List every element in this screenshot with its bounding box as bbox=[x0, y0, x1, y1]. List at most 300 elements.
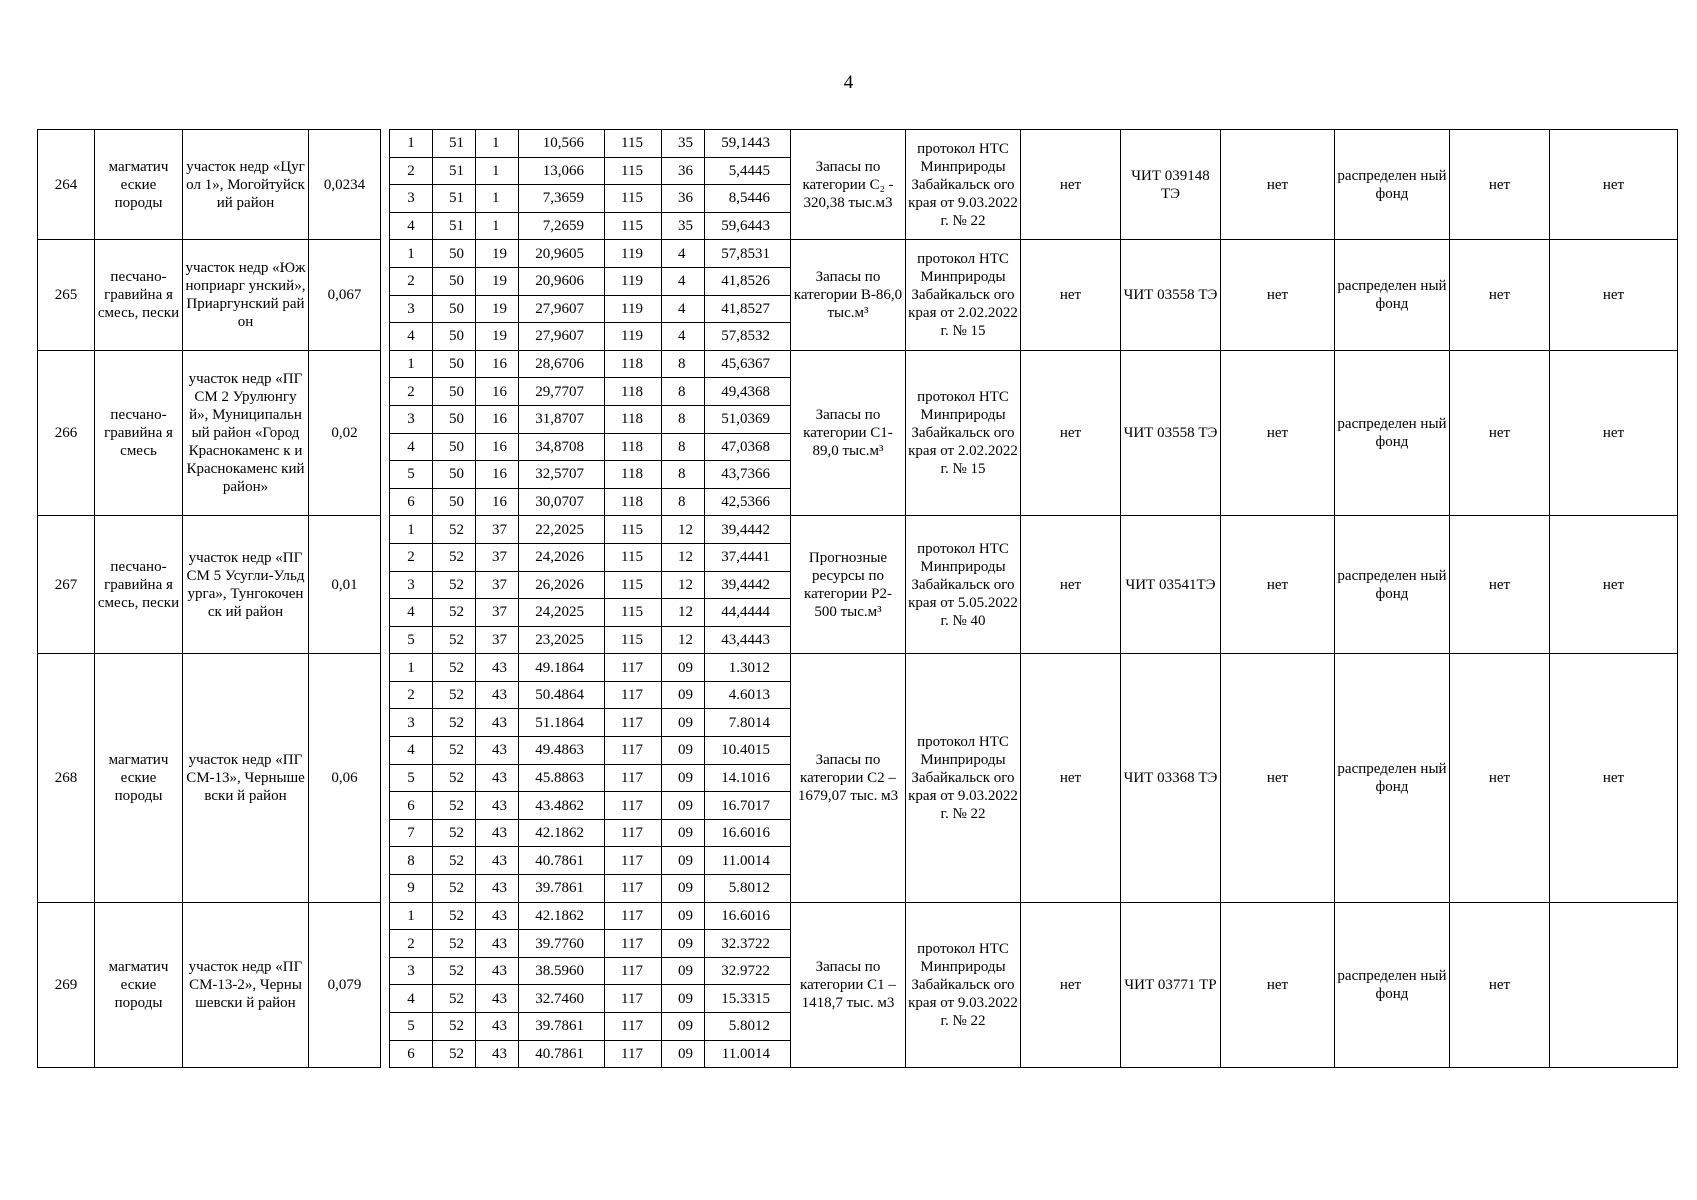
area-value: 0,01 bbox=[309, 516, 381, 654]
point-number: 5 bbox=[390, 626, 433, 654]
lon-min: 36 bbox=[662, 157, 705, 185]
lon-min: 09 bbox=[662, 709, 705, 737]
point-number: 4 bbox=[390, 212, 433, 240]
lon-deg: 117 bbox=[605, 847, 662, 875]
lat-sec: 43.4862 bbox=[519, 792, 605, 820]
lon-sec: 16.6016 bbox=[705, 819, 791, 847]
lat-min: 37 bbox=[476, 543, 519, 571]
lon-deg: 117 bbox=[605, 875, 662, 903]
lat-deg: 50 bbox=[433, 378, 476, 406]
lon-sec: 8,5446 bbox=[705, 185, 791, 213]
record-number: 267 bbox=[38, 516, 95, 654]
lat-deg: 52 bbox=[433, 709, 476, 737]
col-b-cell: нет bbox=[1221, 350, 1335, 516]
lat-deg: 51 bbox=[433, 185, 476, 213]
lon-min: 4 bbox=[662, 267, 705, 295]
protocol-cell: протокол НТС Минприроды Забайкальск ого края от 9.03.2022 г. № 22 bbox=[906, 130, 1021, 240]
lon-deg: 115 bbox=[605, 626, 662, 654]
site-name: участок недр «Южноприарг унский», Приаргунский район bbox=[183, 240, 309, 350]
lon-min: 09 bbox=[662, 902, 705, 930]
point-number: 3 bbox=[390, 405, 433, 433]
lon-min: 8 bbox=[662, 405, 705, 433]
lon-deg: 117 bbox=[605, 764, 662, 792]
lat-sec: 32.7460 bbox=[519, 985, 605, 1013]
lat-deg: 52 bbox=[433, 875, 476, 903]
gap-cell bbox=[381, 350, 390, 516]
lon-min: 12 bbox=[662, 516, 705, 544]
point-number: 5 bbox=[390, 461, 433, 489]
lon-deg: 119 bbox=[605, 267, 662, 295]
lat-min: 19 bbox=[476, 323, 519, 351]
lat-deg: 50 bbox=[433, 323, 476, 351]
lat-deg: 52 bbox=[433, 1013, 476, 1041]
license-cell: ЧИТ 03558 ТЭ bbox=[1121, 240, 1221, 350]
area-value: 0,079 bbox=[309, 902, 381, 1068]
lon-deg: 118 bbox=[605, 405, 662, 433]
lat-min: 43 bbox=[476, 902, 519, 930]
point-number: 6 bbox=[390, 792, 433, 820]
lat-sec: 7,2659 bbox=[519, 212, 605, 240]
lat-deg: 52 bbox=[433, 516, 476, 544]
point-number: 2 bbox=[390, 930, 433, 958]
mineral-type: магматич еские породы bbox=[95, 902, 183, 1068]
lat-sec: 23,2025 bbox=[519, 626, 605, 654]
lat-min: 1 bbox=[476, 157, 519, 185]
lon-deg: 115 bbox=[605, 130, 662, 158]
registry-body bbox=[38, 130, 1678, 1068]
lat-sec: 40.7861 bbox=[519, 847, 605, 875]
lon-sec: 39,4442 bbox=[705, 571, 791, 599]
lon-sec: 32.3722 bbox=[705, 930, 791, 958]
lon-sec: 10.4015 bbox=[705, 737, 791, 765]
gap-cell bbox=[381, 654, 390, 902]
point-number: 2 bbox=[390, 378, 433, 406]
lat-sec: 39.7861 bbox=[519, 875, 605, 903]
lat-deg: 52 bbox=[433, 1040, 476, 1068]
record-number: 265 bbox=[38, 240, 95, 350]
lat-sec: 42.1862 bbox=[519, 819, 605, 847]
lon-deg: 117 bbox=[605, 654, 662, 682]
record-number: 269 bbox=[38, 902, 95, 1068]
mineral-type: песчано-гравийна я смесь bbox=[95, 350, 183, 516]
lon-min: 4 bbox=[662, 295, 705, 323]
lon-min: 09 bbox=[662, 737, 705, 765]
lat-sec: 51.1864 bbox=[519, 709, 605, 737]
lat-deg: 51 bbox=[433, 157, 476, 185]
lon-deg: 118 bbox=[605, 488, 662, 516]
lon-sec: 5.8012 bbox=[705, 875, 791, 903]
protocol-cell: протокол НТС Минприроды Забайкальск ого края от 2.02.2022 г. № 15 bbox=[906, 240, 1021, 350]
point-number: 1 bbox=[390, 654, 433, 682]
lon-sec: 5,4445 bbox=[705, 157, 791, 185]
lat-min: 43 bbox=[476, 1040, 519, 1068]
lon-sec: 15.3315 bbox=[705, 985, 791, 1013]
lat-sec: 29,7707 bbox=[519, 378, 605, 406]
gap-cell bbox=[381, 240, 390, 350]
lat-deg: 52 bbox=[433, 902, 476, 930]
lon-min: 12 bbox=[662, 599, 705, 627]
col-a-cell: нет bbox=[1021, 902, 1121, 1068]
lon-sec: 4.6013 bbox=[705, 681, 791, 709]
col-a-cell: нет bbox=[1021, 130, 1121, 240]
point-number: 1 bbox=[390, 902, 433, 930]
point-number: 2 bbox=[390, 681, 433, 709]
lon-min: 8 bbox=[662, 350, 705, 378]
lat-min: 43 bbox=[476, 654, 519, 682]
lon-sec: 14.1016 bbox=[705, 764, 791, 792]
col-b-cell: нет bbox=[1221, 654, 1335, 902]
lon-min: 09 bbox=[662, 681, 705, 709]
lat-deg: 52 bbox=[433, 543, 476, 571]
point-number: 1 bbox=[390, 350, 433, 378]
lon-sec: 57,8531 bbox=[705, 240, 791, 268]
lat-min: 37 bbox=[476, 626, 519, 654]
lat-min: 43 bbox=[476, 957, 519, 985]
lat-sec: 45.8863 bbox=[519, 764, 605, 792]
protocol-cell: протокол НТС Минприроды Забайкальск ого края от 2.02.2022 г. № 15 bbox=[906, 350, 1021, 516]
lat-min: 16 bbox=[476, 433, 519, 461]
point-number: 2 bbox=[390, 543, 433, 571]
col-d-cell: нет bbox=[1550, 654, 1678, 902]
lat-min: 16 bbox=[476, 350, 519, 378]
lat-sec: 32,5707 bbox=[519, 461, 605, 489]
lat-sec: 39.7861 bbox=[519, 1013, 605, 1041]
lon-deg: 115 bbox=[605, 571, 662, 599]
lat-sec: 34,8708 bbox=[519, 433, 605, 461]
license-cell: ЧИТ 03771 ТР bbox=[1121, 902, 1221, 1068]
point-number: 4 bbox=[390, 599, 433, 627]
lat-deg: 50 bbox=[433, 267, 476, 295]
col-b-cell: нет bbox=[1221, 240, 1335, 350]
gap-cell bbox=[381, 516, 390, 654]
lat-sec: 20,9606 bbox=[519, 267, 605, 295]
lat-min: 16 bbox=[476, 378, 519, 406]
table-row bbox=[38, 902, 1678, 930]
lon-deg: 117 bbox=[605, 1013, 662, 1041]
lat-min: 43 bbox=[476, 847, 519, 875]
lon-deg: 118 bbox=[605, 433, 662, 461]
lon-deg: 115 bbox=[605, 212, 662, 240]
lon-sec: 37,4441 bbox=[705, 543, 791, 571]
lat-min: 19 bbox=[476, 267, 519, 295]
lon-min: 35 bbox=[662, 130, 705, 158]
col-c-cell: нет bbox=[1450, 654, 1550, 902]
lon-deg: 118 bbox=[605, 461, 662, 489]
lat-sec: 22,2025 bbox=[519, 516, 605, 544]
table-row bbox=[38, 130, 1678, 158]
lon-min: 8 bbox=[662, 378, 705, 406]
table-row bbox=[38, 350, 1678, 378]
col-d-cell bbox=[1550, 902, 1678, 1068]
area-value: 0,06 bbox=[309, 654, 381, 902]
lon-deg: 117 bbox=[605, 1040, 662, 1068]
col-a-cell: нет bbox=[1021, 350, 1121, 516]
col-d-cell: нет bbox=[1550, 240, 1678, 350]
lon-sec: 41,8526 bbox=[705, 267, 791, 295]
reserves-cell: Запасы по категории С₂ - 320,38 тыс.м3 bbox=[791, 130, 906, 240]
mineral-type: песчано-гравийна я смесь, пески bbox=[95, 516, 183, 654]
lon-sec: 41,8527 bbox=[705, 295, 791, 323]
lon-deg: 117 bbox=[605, 819, 662, 847]
lat-sec: 24,2026 bbox=[519, 543, 605, 571]
reserves-cell: Запасы по категории В-86,0 тыс.м³ bbox=[791, 240, 906, 350]
lat-min: 43 bbox=[476, 681, 519, 709]
lon-min: 09 bbox=[662, 792, 705, 820]
lat-sec: 28,6706 bbox=[519, 350, 605, 378]
site-name: участок недр «ПГСМ 5 Усугли-Ульдурга», Тунгокоченск ий район bbox=[183, 516, 309, 654]
lon-min: 12 bbox=[662, 626, 705, 654]
lat-sec: 10,566 bbox=[519, 130, 605, 158]
lat-sec: 50.4864 bbox=[519, 681, 605, 709]
lon-min: 09 bbox=[662, 930, 705, 958]
col-c-cell: нет bbox=[1450, 902, 1550, 1068]
lat-deg: 50 bbox=[433, 433, 476, 461]
area-value: 0,02 bbox=[309, 350, 381, 516]
protocol-cell: протокол НТС Минприроды Забайкальск ого края от 5.05.2022 г. № 40 bbox=[906, 516, 1021, 654]
lat-deg: 52 bbox=[433, 930, 476, 958]
lat-min: 43 bbox=[476, 764, 519, 792]
site-name: участок недр «Цугол 1», Могойтуйский район bbox=[183, 130, 309, 240]
col-d-cell: нет bbox=[1550, 350, 1678, 516]
lon-min: 09 bbox=[662, 654, 705, 682]
reserves-cell: Прогнозные ресурсы по категории Р2-500 тыс.м³ bbox=[791, 516, 906, 654]
lon-min: 35 bbox=[662, 212, 705, 240]
lat-deg: 52 bbox=[433, 681, 476, 709]
lon-min: 8 bbox=[662, 433, 705, 461]
lat-min: 37 bbox=[476, 571, 519, 599]
lon-deg: 117 bbox=[605, 902, 662, 930]
lon-deg: 115 bbox=[605, 185, 662, 213]
lon-sec: 32.9722 bbox=[705, 957, 791, 985]
point-number: 4 bbox=[390, 323, 433, 351]
lon-min: 12 bbox=[662, 543, 705, 571]
point-number: 8 bbox=[390, 847, 433, 875]
col-a-cell: нет bbox=[1021, 516, 1121, 654]
lat-sec: 42.1862 bbox=[519, 902, 605, 930]
license-cell: ЧИТ 039148 ТЭ bbox=[1121, 130, 1221, 240]
lon-min: 12 bbox=[662, 571, 705, 599]
lon-sec: 43,7366 bbox=[705, 461, 791, 489]
lon-deg: 117 bbox=[605, 957, 662, 985]
point-number: 9 bbox=[390, 875, 433, 903]
lat-deg: 51 bbox=[433, 130, 476, 158]
point-number: 3 bbox=[390, 185, 433, 213]
lat-sec: 27,9607 bbox=[519, 323, 605, 351]
lat-min: 16 bbox=[476, 405, 519, 433]
area-value: 0,0234 bbox=[309, 130, 381, 240]
lat-deg: 52 bbox=[433, 985, 476, 1013]
lat-min: 1 bbox=[476, 130, 519, 158]
point-number: 4 bbox=[390, 737, 433, 765]
point-number: 3 bbox=[390, 295, 433, 323]
lon-sec: 11.0014 bbox=[705, 847, 791, 875]
lon-min: 4 bbox=[662, 240, 705, 268]
col-a-cell: нет bbox=[1021, 654, 1121, 902]
lat-deg: 52 bbox=[433, 626, 476, 654]
lat-min: 43 bbox=[476, 737, 519, 765]
lat-deg: 50 bbox=[433, 461, 476, 489]
point-number: 3 bbox=[390, 709, 433, 737]
fund-cell: распределен ный фонд bbox=[1335, 130, 1450, 240]
col-c-cell: нет bbox=[1450, 350, 1550, 516]
lon-deg: 117 bbox=[605, 681, 662, 709]
col-b-cell: нет bbox=[1221, 130, 1335, 240]
lon-sec: 1.3012 bbox=[705, 654, 791, 682]
point-number: 1 bbox=[390, 240, 433, 268]
point-number: 2 bbox=[390, 157, 433, 185]
gap-cell bbox=[381, 902, 390, 1068]
lon-deg: 117 bbox=[605, 792, 662, 820]
point-number: 4 bbox=[390, 985, 433, 1013]
lat-min: 37 bbox=[476, 516, 519, 544]
site-name: участок недр «ПГСМ 2 Урулюнгуй», Муниципальн ый район «Город Краснокаменс к и Краснокаменс кий район» bbox=[183, 350, 309, 516]
lat-deg: 52 bbox=[433, 792, 476, 820]
lon-min: 09 bbox=[662, 1013, 705, 1041]
lon-deg: 115 bbox=[605, 599, 662, 627]
fund-cell: распределен ный фонд bbox=[1335, 240, 1450, 350]
lon-deg: 119 bbox=[605, 295, 662, 323]
col-b-cell: нет bbox=[1221, 516, 1335, 654]
record-number: 266 bbox=[38, 350, 95, 516]
lon-sec: 47,0368 bbox=[705, 433, 791, 461]
lon-sec: 59,6443 bbox=[705, 212, 791, 240]
lon-min: 36 bbox=[662, 185, 705, 213]
mineral-type: песчано-гравийна я смесь, пески bbox=[95, 240, 183, 350]
lon-sec: 42,5366 bbox=[705, 488, 791, 516]
lat-deg: 52 bbox=[433, 764, 476, 792]
point-number: 5 bbox=[390, 1013, 433, 1041]
lat-min: 43 bbox=[476, 819, 519, 847]
lon-sec: 5.8012 bbox=[705, 1013, 791, 1041]
lat-sec: 27,9607 bbox=[519, 295, 605, 323]
site-name: участок недр «ПГСМ-13-2», Чернышевски й район bbox=[183, 902, 309, 1068]
reserves-cell: Запасы по категории С1 – 1418,7 тыс. м3 bbox=[791, 902, 906, 1068]
lat-sec: 31,8707 bbox=[519, 405, 605, 433]
lon-sec: 57,8532 bbox=[705, 323, 791, 351]
lat-sec: 26,2026 bbox=[519, 571, 605, 599]
lat-deg: 50 bbox=[433, 295, 476, 323]
col-c-cell: нет bbox=[1450, 240, 1550, 350]
lon-min: 09 bbox=[662, 1040, 705, 1068]
lon-deg: 115 bbox=[605, 543, 662, 571]
point-number: 3 bbox=[390, 957, 433, 985]
lon-min: 09 bbox=[662, 847, 705, 875]
lat-deg: 52 bbox=[433, 737, 476, 765]
lat-min: 19 bbox=[476, 295, 519, 323]
lon-deg: 117 bbox=[605, 985, 662, 1013]
lat-min: 37 bbox=[476, 599, 519, 627]
lat-sec: 49.4863 bbox=[519, 737, 605, 765]
lon-deg: 115 bbox=[605, 157, 662, 185]
lat-deg: 52 bbox=[433, 599, 476, 627]
lon-deg: 117 bbox=[605, 737, 662, 765]
license-cell: ЧИТ 03541ТЭ bbox=[1121, 516, 1221, 654]
lon-sec: 11.0014 bbox=[705, 1040, 791, 1068]
col-c-cell: нет bbox=[1450, 516, 1550, 654]
lat-min: 43 bbox=[476, 930, 519, 958]
col-d-cell: нет bbox=[1550, 516, 1678, 654]
lat-min: 43 bbox=[476, 985, 519, 1013]
col-a-cell: нет bbox=[1021, 240, 1121, 350]
lat-deg: 50 bbox=[433, 350, 476, 378]
col-b-cell: нет bbox=[1221, 902, 1335, 1068]
lat-min: 16 bbox=[476, 461, 519, 489]
lon-min: 4 bbox=[662, 323, 705, 351]
lat-deg: 52 bbox=[433, 654, 476, 682]
fund-cell: распределен ный фонд bbox=[1335, 516, 1450, 654]
lon-min: 09 bbox=[662, 985, 705, 1013]
lon-sec: 16.6016 bbox=[705, 902, 791, 930]
point-number: 1 bbox=[390, 130, 433, 158]
lon-deg: 117 bbox=[605, 709, 662, 737]
lon-sec: 16.7017 bbox=[705, 792, 791, 820]
lat-min: 16 bbox=[476, 488, 519, 516]
lat-sec: 38.5960 bbox=[519, 957, 605, 985]
lon-min: 09 bbox=[662, 957, 705, 985]
fund-cell: распределен ный фонд bbox=[1335, 350, 1450, 516]
lon-sec: 44,4444 bbox=[705, 599, 791, 627]
site-name: участок недр «ПГСМ-13», Чернышевски й район bbox=[183, 654, 309, 902]
subsoil-registry-table bbox=[37, 129, 1678, 1068]
point-number: 3 bbox=[390, 571, 433, 599]
lat-sec: 30,0707 bbox=[519, 488, 605, 516]
point-number: 6 bbox=[390, 488, 433, 516]
lon-sec: 49,4368 bbox=[705, 378, 791, 406]
lat-min: 43 bbox=[476, 1013, 519, 1041]
lat-sec: 7,3659 bbox=[519, 185, 605, 213]
lat-min: 43 bbox=[476, 792, 519, 820]
lat-deg: 52 bbox=[433, 957, 476, 985]
lat-deg: 52 bbox=[433, 819, 476, 847]
record-number: 268 bbox=[38, 654, 95, 902]
lon-min: 09 bbox=[662, 764, 705, 792]
lat-deg: 50 bbox=[433, 240, 476, 268]
lon-sec: 43,4443 bbox=[705, 626, 791, 654]
point-number: 4 bbox=[390, 433, 433, 461]
lon-sec: 45,6367 bbox=[705, 350, 791, 378]
fund-cell: распределен ный фонд bbox=[1335, 654, 1450, 902]
lon-min: 09 bbox=[662, 875, 705, 903]
col-d-cell: нет bbox=[1550, 130, 1678, 240]
lat-sec: 49.1864 bbox=[519, 654, 605, 682]
point-number: 5 bbox=[390, 764, 433, 792]
lat-deg: 52 bbox=[433, 571, 476, 599]
lat-min: 19 bbox=[476, 240, 519, 268]
lon-deg: 119 bbox=[605, 323, 662, 351]
point-number: 1 bbox=[390, 516, 433, 544]
lon-deg: 118 bbox=[605, 378, 662, 406]
lat-deg: 52 bbox=[433, 847, 476, 875]
lat-min: 1 bbox=[476, 185, 519, 213]
lon-min: 09 bbox=[662, 819, 705, 847]
lon-sec: 51,0369 bbox=[705, 405, 791, 433]
lon-min: 8 bbox=[662, 461, 705, 489]
lat-sec: 13,066 bbox=[519, 157, 605, 185]
table-row bbox=[38, 516, 1678, 544]
lat-sec: 24,2025 bbox=[519, 599, 605, 627]
lon-deg: 119 bbox=[605, 240, 662, 268]
license-cell: ЧИТ 03558 ТЭ bbox=[1121, 350, 1221, 516]
lon-deg: 117 bbox=[605, 930, 662, 958]
reserves-cell: Запасы по категории С1-89,0 тыс.м³ bbox=[791, 350, 906, 516]
protocol-cell: протокол НТС Минприроды Забайкальск ого края от 9.03.2022 г. № 22 bbox=[906, 902, 1021, 1068]
mineral-type: магматич еские породы bbox=[95, 130, 183, 240]
lon-sec: 7.8014 bbox=[705, 709, 791, 737]
table-row bbox=[38, 654, 1678, 682]
lat-sec: 39.7760 bbox=[519, 930, 605, 958]
protocol-cell: протокол НТС Минприроды Забайкальск ого края от 9.03.2022 г. № 22 bbox=[906, 654, 1021, 902]
page-number: 4 bbox=[843, 72, 854, 93]
